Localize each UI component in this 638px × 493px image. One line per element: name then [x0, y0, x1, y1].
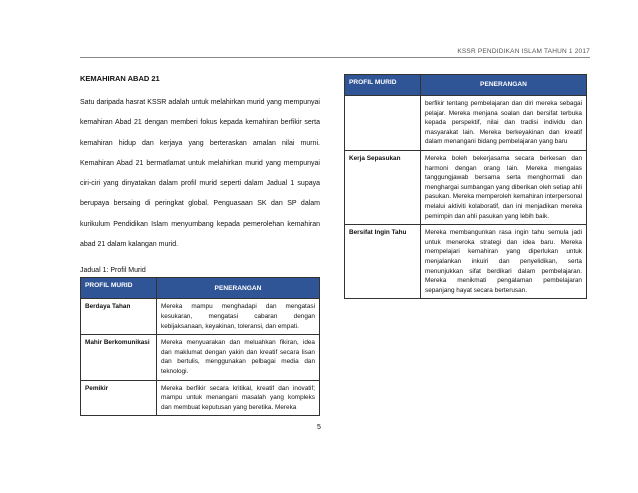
col-header-explanation: PENERANGAN: [421, 75, 587, 96]
col-header-profile: PROFIL MURID: [81, 278, 157, 299]
profile-description: berfikir tentang pembelajaran dan diri mereka sebagai pelajar. Mereka menjana soalan dan bersifat terbuka kepada perspektif, nilai dan tradisi individu dan masyarakat lain. Mereka berkeyakinan dan kreatif dalam menangani bidang pembelajaran yang baru: [421, 96, 587, 151]
profile-description: Mereka boleh bekerjasama secara berkesan dan harmoni dengan orang lain. Mereka mengalas tanggungjawab bersama serta menghormati dan menghargai sumbangan yang diberikan oleh setiap ahli pasukan. Mereka memperoleh kemahiran interpersonal melalui aktiviti kolaboratif, dan ini menjadikan mereka pemimpin dan ahli pasukan yang lebih baik.: [421, 150, 587, 224]
profile-table-right: [344, 74, 587, 299]
profile-name: Berdaya Tahan: [81, 299, 157, 335]
left-column: [80, 74, 320, 416]
table-header-row: [345, 75, 587, 96]
table-row: [81, 380, 320, 416]
profile-name: Kerja Sepasukan: [345, 150, 421, 224]
table-row: [345, 225, 587, 299]
profile-name: Bersifat Ingin Tahu: [345, 225, 421, 299]
profile-name: Mahir Berkomunikasi: [81, 335, 157, 380]
profile-name: [345, 96, 421, 151]
body-paragraph: Satu daripada hasrat KSSR adalah untuk melahirkan murid yang mempunyai kemahiran Abad 21 dengan memberi fokus kepada kemahiran berfikir serta kemahiran hidup dan kerjaya yang berteraskan amalan nilai murni. Kemahiran Abad 21 bermatlamat untuk melahirkan murid yang mempunyai ciri-ciri yang dinyatakan dalam profil murid seperti dalam Jadual 1 supaya berupaya bersaing di peringkat global. Penguasaan SK dan SP dalam kurikulum Pendidikan Islam menyumbang kepada pemerolehan kemahiran abad 21 dalam kalangan murid.: [80, 99, 320, 249]
header-divider: [80, 57, 590, 58]
profile-name: Pemikir: [81, 380, 157, 416]
profile-description: Mereka mampu menghadapi dan mengatasi kesukaran, mengatasi cabaran dengan kebijaksanaan, keyakinan, toleransi, dan empati.: [157, 299, 320, 335]
profile-description: Mereka berfikir secara kritikal, kreatif dan inovatif; mampu untuk menangani masalah yang kompleks dan membuat keputusan yang beretika. Mereka: [157, 380, 320, 416]
col-header-explanation: PENERANGAN: [157, 278, 320, 299]
right-column: [344, 74, 587, 299]
col-header-profile: PROFIL MURID: [345, 75, 421, 96]
table-caption: Jadual 1: Profil Murid: [80, 267, 146, 275]
table-row: [81, 335, 320, 380]
page-number: 5: [317, 424, 321, 431]
table-row: [345, 96, 587, 151]
running-header: KSSR PENDIDIKAN ISLAM TAHUN 1 2017: [457, 48, 590, 55]
section-title: KEMAHIRAN ABAD 21: [80, 74, 160, 83]
profile-table-left: [80, 277, 320, 416]
table-row: [81, 299, 320, 335]
table-header-row: [81, 278, 320, 299]
table-row: [345, 150, 587, 224]
profile-description: Mereka menyuarakan dan meluahkan fikiran, idea dan maklumat dengan yakin dan kreatif secara lisan dan bertulis, menggunakan pelbagai media dan teknologi.: [157, 335, 320, 380]
profile-description: Mereka membangunkan rasa ingin tahu semula jadi untuk meneroka strategi dan idea baru. Mereka mempelajari kemahiran yang diperlukan untuk menjalankan inkuiri dan penyelidikan, serta menunjukkan sifat berdikari dalam pembelajaran. Mereka menikmati pengalaman pembelajaran sepanjang hayat secara berterusan.: [421, 225, 587, 299]
